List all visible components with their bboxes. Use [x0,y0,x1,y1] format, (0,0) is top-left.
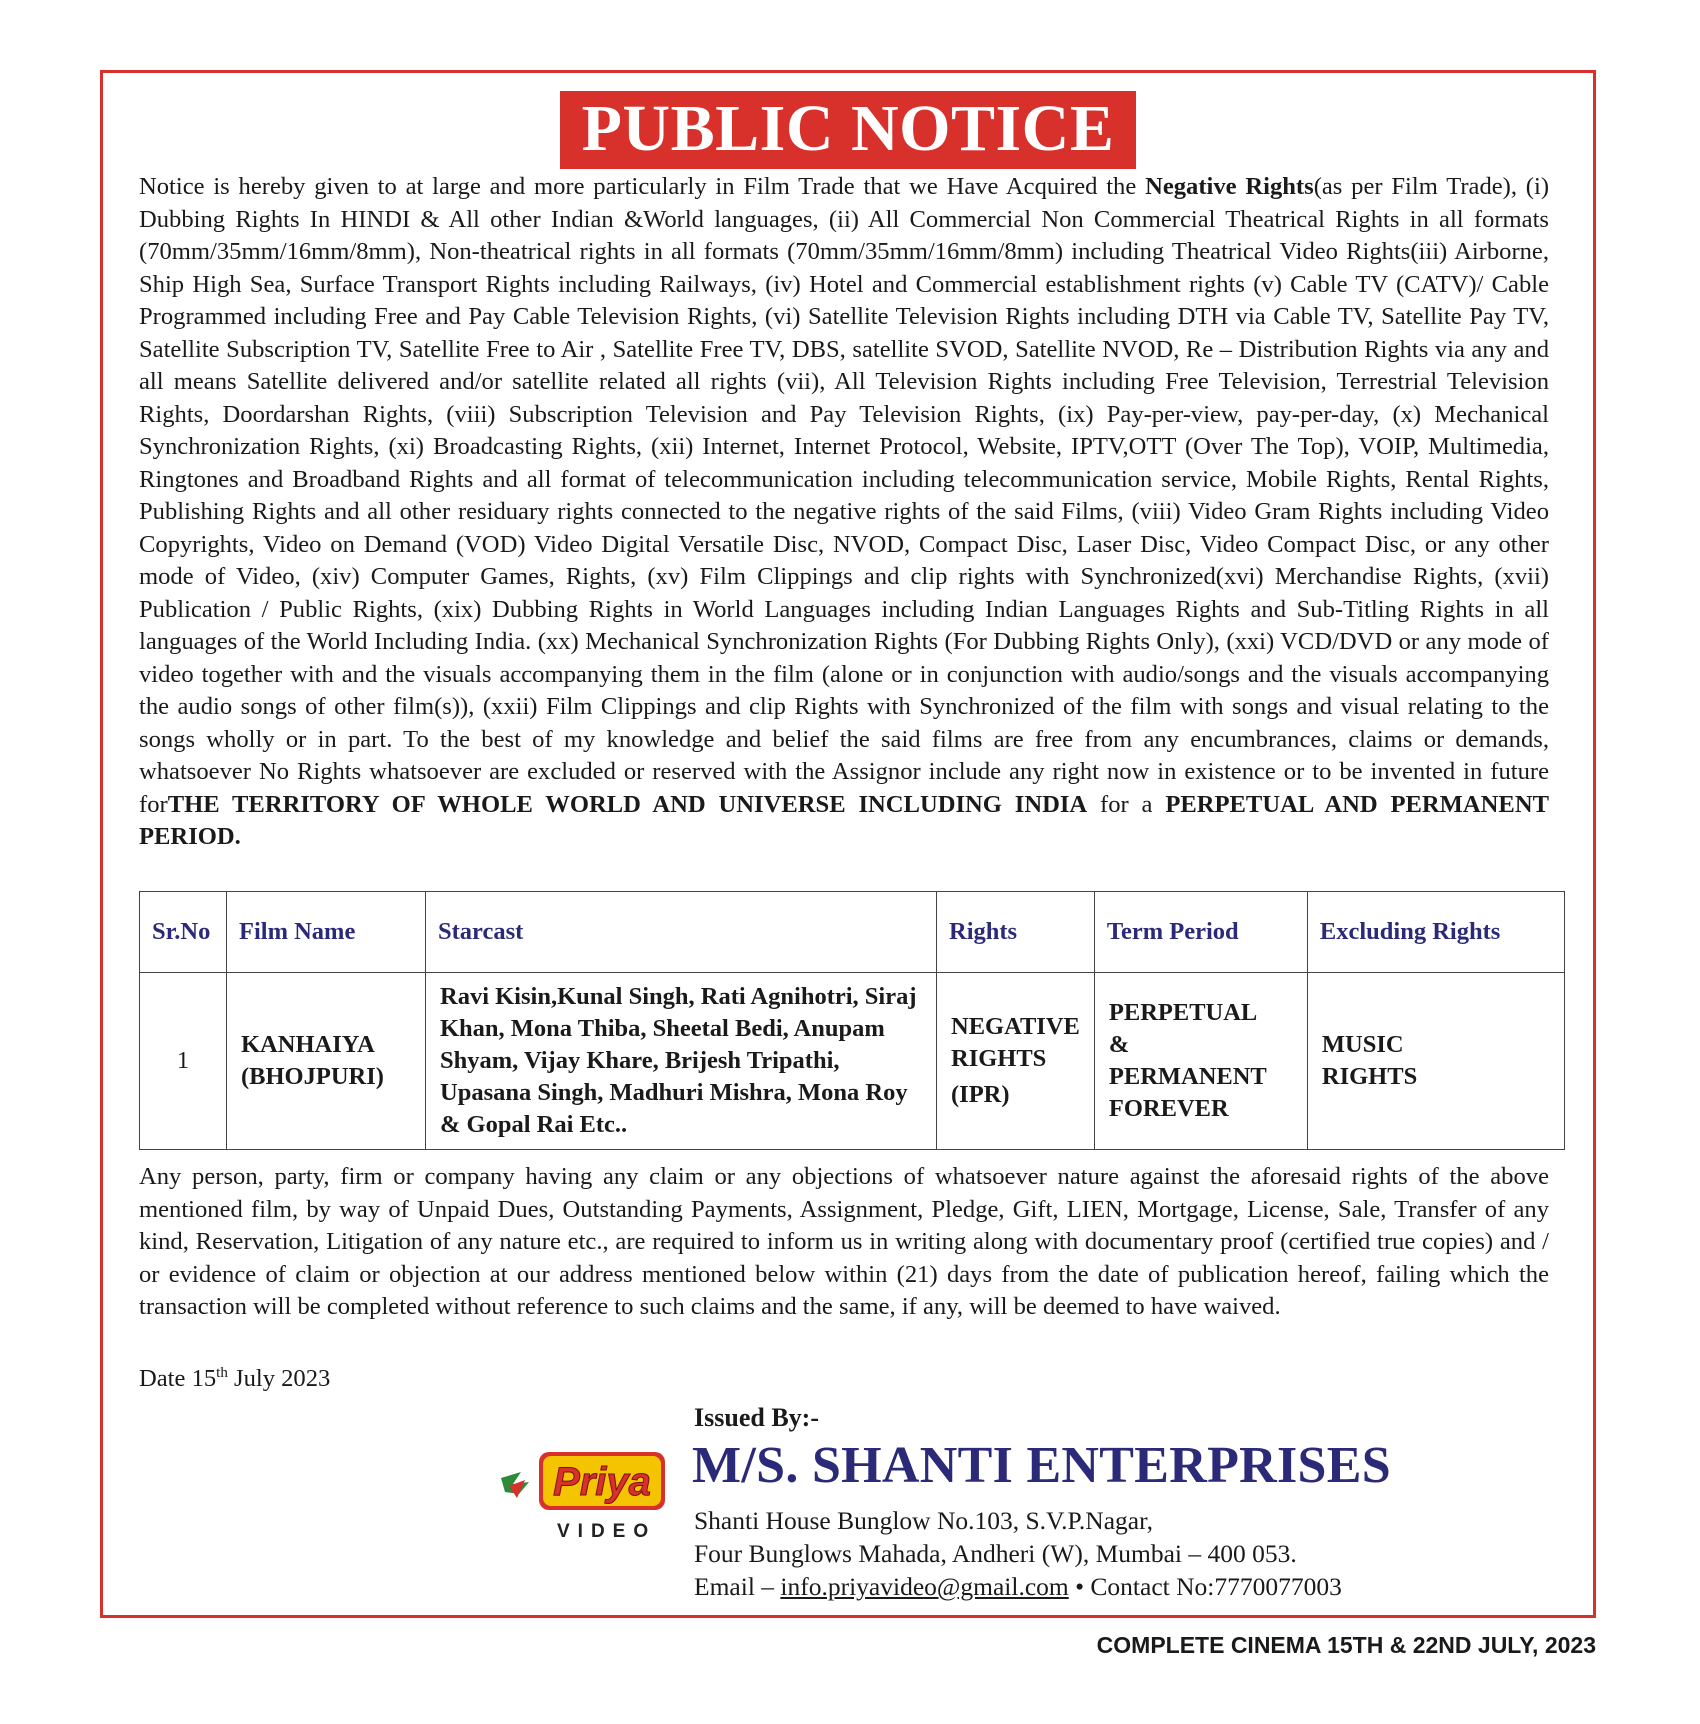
intro-text-2: (as per Film Trade), (i) Dubbing Rights In HINDI & All other Indian &World languages, (ii) All Commercial Non Commercial Theatrical Rights in all formats (70mm/35mm/16mm/8mm), Non-theatrical rights in all formats (70mm/35mm/16mm/8mm) including Theatrical Video Rights(iii) Airborne, Ship High Sea, Surface Transport Rights including Railways, (iv) Hotel and Commercial establishment rights (v) Cable TV (CATV)/ Cable Programmed including Free and Pay Cable Television Rights, (vi) Satellite Television Rights including DTH via Cable TV, Satellite Pay TV, Satellite Subscription TV, Satellite Free to Air , Satellite Free TV, DBS, satellite SVOD, Satellite NVOD, Re – Distribution Rights via any and all means Satellite delivered and/or satellite related all rights (vii), All Television Rights including Free Television, Terrestrial Television Rights, Doordarshan Rights, (viii) Subscription Television and Pay Television Rights, (ix) Pay-per-view, pay-per-day, (x) Mechanical Synchronization Rights, (xi) Broadcasting Rights, (xii) Internet, Internet Protocol, Website, IPTV,OTT (Over The Top), VOIP, Multimedia, Ringtones and Broadband Rights and all format of telecommunication including telecommunication service, Mobile Rights, Rental Rights, Publishing Rights and all other residuary rights connected to the negative rights of the said Films, (viii) Video Gram Rights including Video Copyrights, Video on Demand (VOD) Video Digital Versatile Disc, NVOD, Compact Disc, Laser Disc, Video Compact Disc, or any other mode of Video, (xiv) Computer Games, Rights, (xv) Film Clippings and clip rights with Synchronized(xvi) Merchandise Rights, (xvii) Publication / Public Rights, (xix) Dubbing Rights in World Languages including Indian Languages Rights and Sub-Titling Rights in all languages of the World Including India. (xx) Mechanical Synchronization Rights (For Dubbing Rights Only), (xxi) VCD/DVD or any mode of video together with and the visuals accompanying them in the film (alone or in conjunction with audio/songs and the visuals accompanying the audio songs of other film(s)), (xxii) Film Clippings and clip Rights with Synchronized of the film with songs and visual relating to the songs wholly or in part. To the best of my knowledge and belief the said films are free from any encumbrances, claims or demands, whatsoever No Rights whatsoever are excluded or reserved with the Assignor include any right now in existence or to be invented in future for [139,173,1550,818]
cell-film-name [227,973,426,1150]
company-name: M/S. SHANTI ENTERPRISES [692,1437,1391,1494]
header-film-name: Film Name [227,892,426,973]
header-excluding-rights: Excluding Rights [1307,892,1564,973]
logo-word: Priya [553,1460,651,1504]
email-label: Email – [694,1572,781,1601]
term-line-1: PERPETUAL [1108,999,1258,1026]
header-sr-no: Sr.No [140,892,227,973]
issued-by-label: Issued By:- [694,1403,819,1432]
publication-footer: COMPLETE CINEMA 15TH & 22ND JULY, 2023 [1096,1632,1596,1658]
rights-line-1: NEGATIVE [951,1013,1080,1040]
contact-number: • Contact No:7770077003 [1068,1572,1342,1601]
cell-starcast: Ravi Kisin,Kunal Singh, Rati Agnihotri, Siraj Khan, Mona Thiba, Sheetal Bedi, Anupam Shyam, Vijay Khare, Brijesh Tripathi, Upasana Singh, Madhuri Mishra, Mona Roy & Gopal Rai Etc.. [426,973,937,1150]
logo-video-text: VIDEO [557,1521,657,1542]
term-line-4: FOREVER [1108,1095,1229,1122]
header-starcast: Starcast [426,892,937,973]
date-rest: July 2023 [227,1365,331,1393]
film-name-line: KANHAIYA [241,1031,375,1058]
notice-date [139,1365,330,1393]
email-link[interactable]: info.priyavideo@gmail.com [780,1572,1069,1601]
notice-frame [100,70,1596,1618]
term-line-3: PERMANENT [1108,1063,1267,1090]
film-language-line: (BHOJPURI) [241,1063,384,1090]
contact-line [694,1572,1342,1602]
rights-line-2: RIGHTS [951,1045,1047,1072]
intro-paragraph [139,171,1549,854]
date-prefix: Date 15 [139,1365,217,1393]
rights-table [139,891,1565,1150]
intro-bold-territory: THE TERRITORY OF WHOLE WORLD AND UNIVERSE INCLUDING INDIA [167,790,1088,818]
cell-excluding-rights [1307,973,1564,1150]
cell-sr-no: 1 [140,973,227,1150]
table-row [140,973,1565,1150]
rights-line-3: (IPR) [951,1081,1010,1108]
address-line-1: Shanti House Bunglow No.103, S.V.P.Nagar, [694,1506,1153,1535]
term-line-2: & [1108,1031,1130,1058]
table-header-row [140,892,1565,973]
header-rights: Rights [937,892,1095,973]
notice-title: PUBLIC NOTICE [560,91,1137,169]
title-wrap [103,91,1593,169]
cell-term-period [1094,973,1307,1150]
intro-text-1: Notice is hereby given to at large and more particularly in Film Trade that we Have Acquired the [139,173,1146,200]
objection-paragraph: Any person, party, firm or company having any claim or any objections of whatsoever nature against the aforesaid rights of the above mentioned film, by way of Unpaid Dues, Outstanding Payments, Assignment, Pledge, Gift, LIEN, Mortgage, License, Sale, Transfer of any kind, Reservation, Litigation of any nature etc., are required to inform us in writing along with documentary proof (certified true copies) and / or evidence of claim or objection at our address mentioned below within (21) days from the date of publication hereof, failing which the transaction will be completed without reference to such claims and the same, if any, will be deemed to have waived. [139,1163,1549,1321]
intro-bold-period: PERPETUAL AND PERMANENT PERIOD. [139,790,1549,850]
date-suffix: th [216,1365,228,1381]
address-line-2: Four Bunglows Mahada, Andheri (W), Mumbai – 400 053. [694,1539,1297,1568]
excl-line-1: MUSIC [1321,1031,1404,1058]
header-term-period: Term Period [1094,892,1307,973]
intro-bold-negative-rights: Negative Rights [1145,173,1314,200]
excl-line-2: RIGHTS [1321,1063,1418,1090]
cell-rights [937,973,1095,1150]
intro-text-3: for a [1087,790,1166,818]
